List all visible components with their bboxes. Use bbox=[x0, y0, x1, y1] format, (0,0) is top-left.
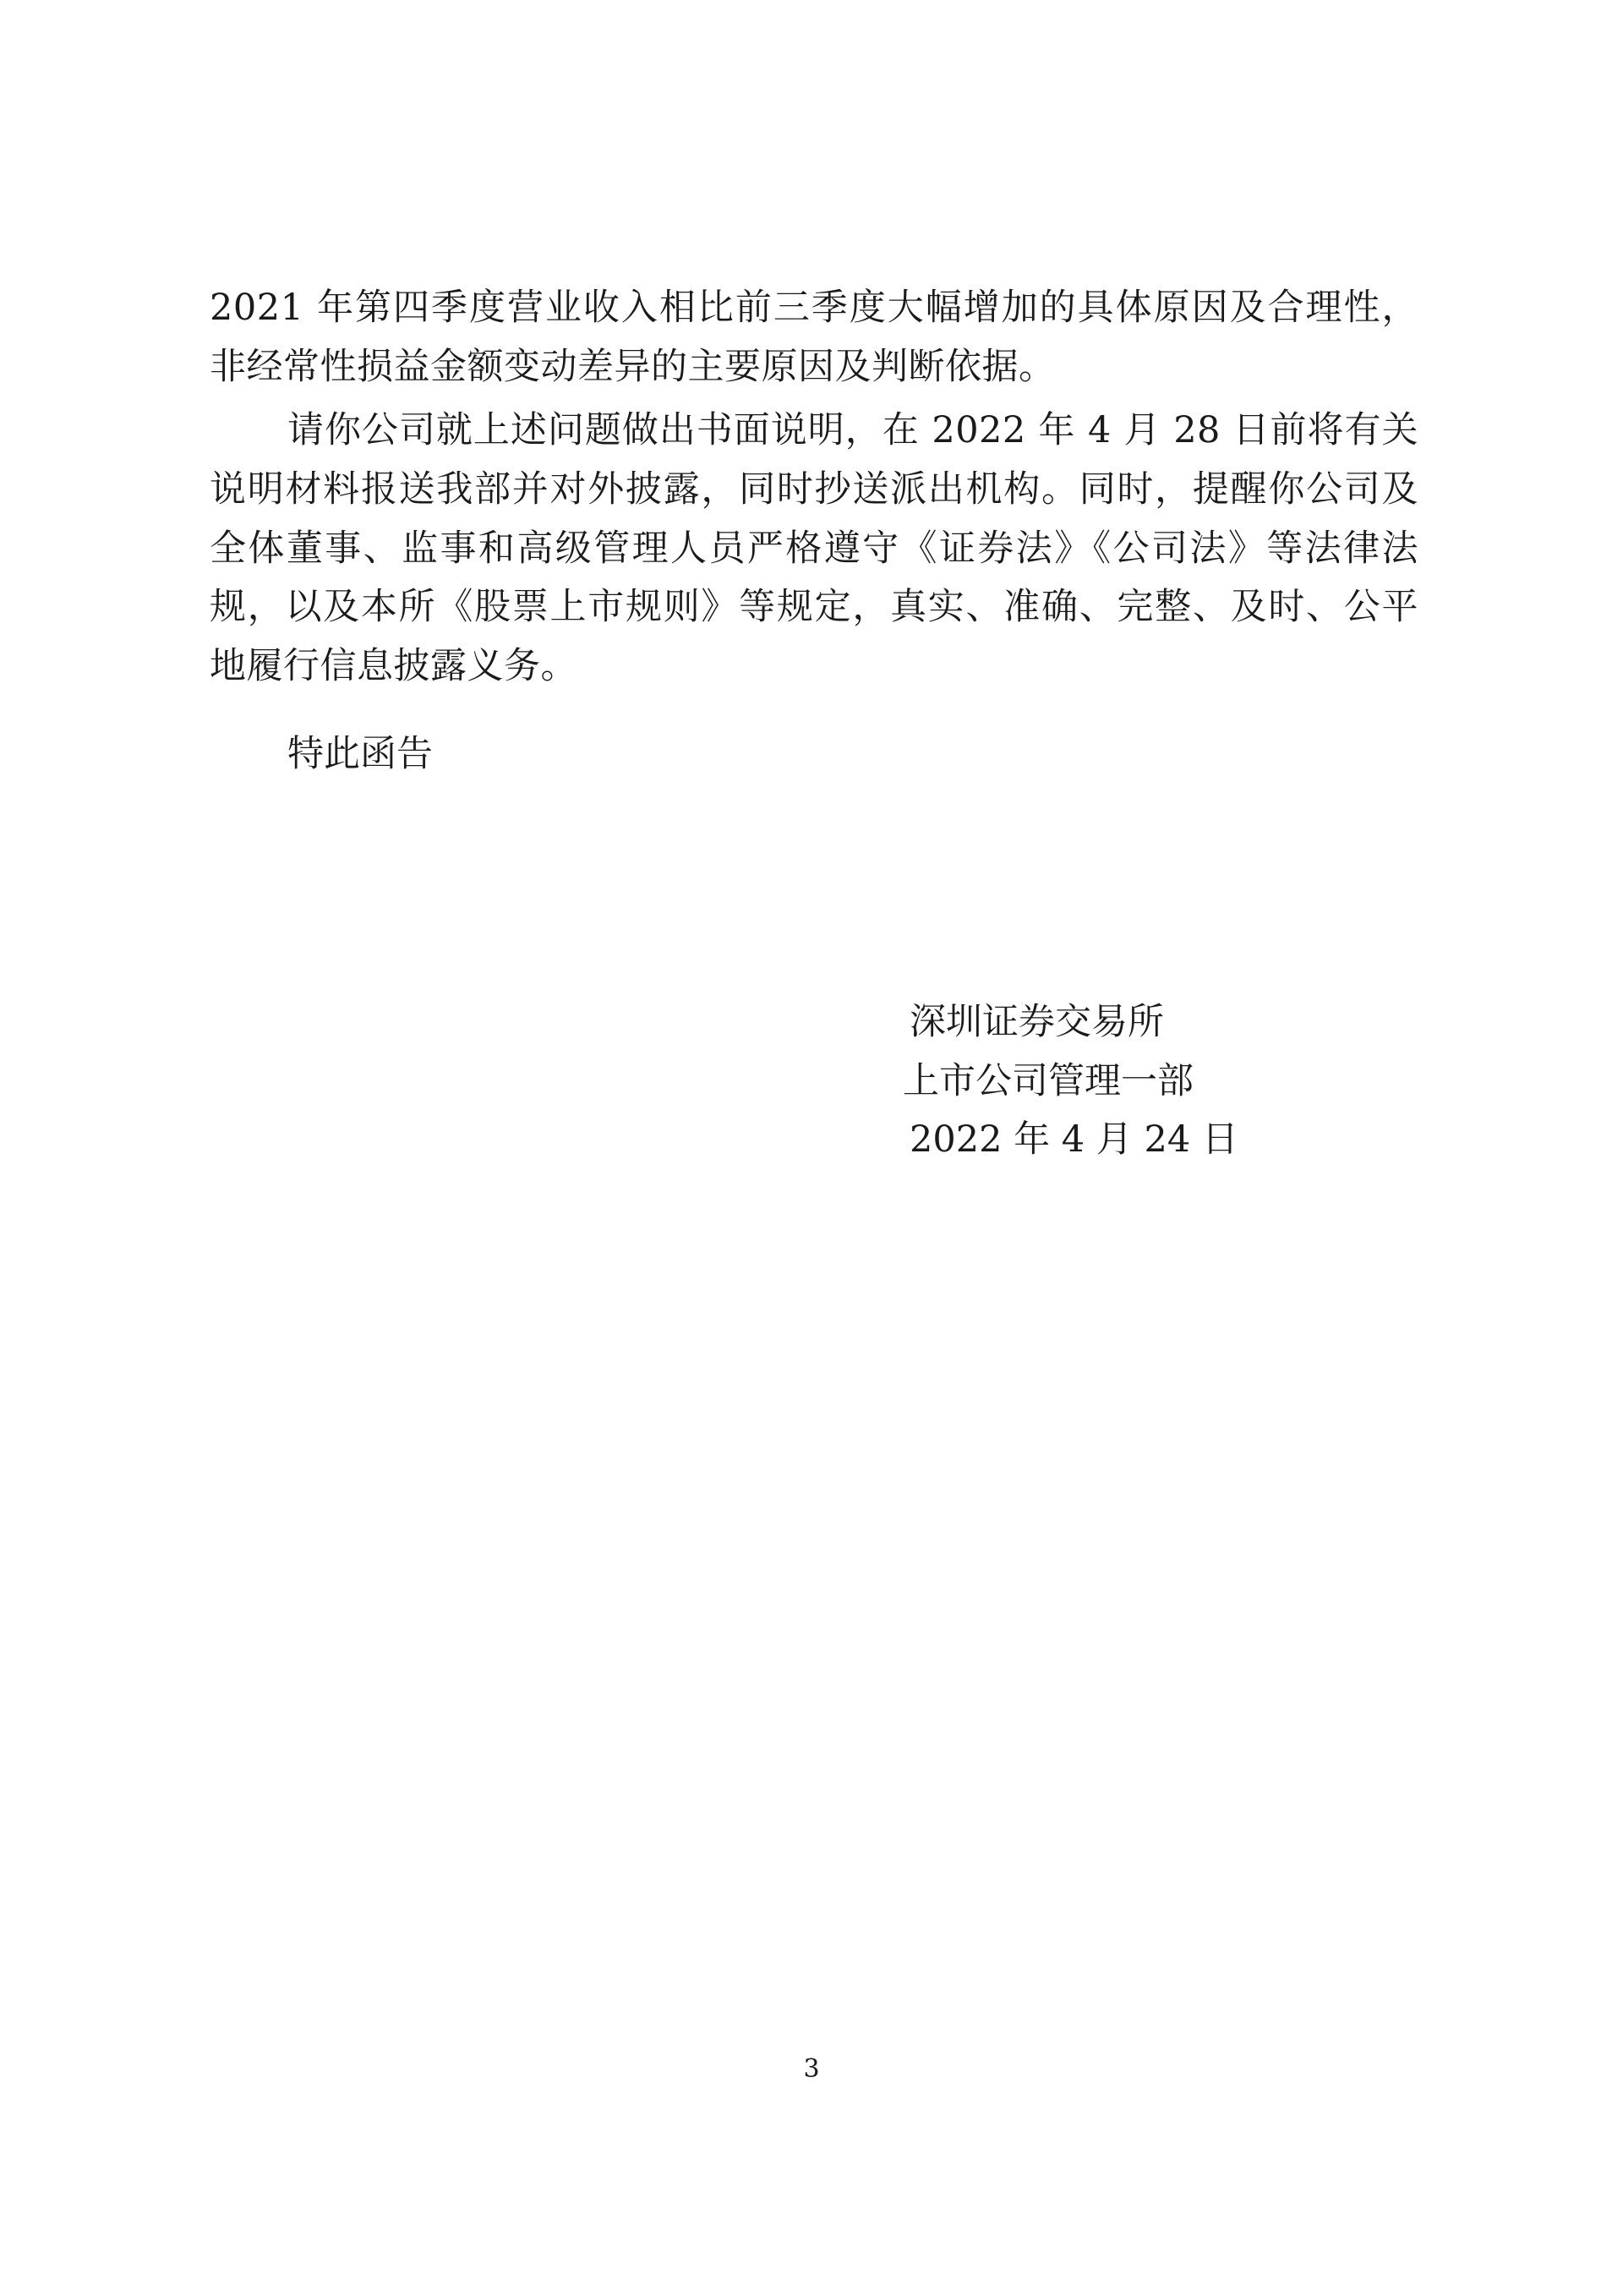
signature-block bbox=[896, 993, 1369, 1170]
signature-date: 2022 年 4 月 24 日 bbox=[910, 1118, 1238, 1162]
paragraph-request: 请你公司就上述问题做出书面说明，在 2022 年 4 月 28 日前将有关说明材料报送我部并对外披露，同时抄送派出机构。同时，提醒你公司及全体董事、监事和高级管理人员严格遵守《证券法》《公司法》等法律法规，以及本所《股票上市规则》等规定，真实、准确、完整、及时、公平地履行信息披露义务。 bbox=[210, 409, 1418, 687]
signature-organization: 深圳证券交易所 bbox=[910, 1001, 1164, 1043]
paragraph-continuation: 2021 年第四季度营业收入相比前三季度大幅增加的具体原因及合理性，非经常性损益金额变动差异的主要原因及判断依据。 bbox=[210, 287, 1418, 388]
page-number: 3 bbox=[803, 2054, 820, 2084]
closing-statement: 特此函告 bbox=[287, 732, 433, 775]
document-body bbox=[210, 279, 1418, 784]
signature-department: 上市公司管理一部 bbox=[903, 1059, 1194, 1102]
